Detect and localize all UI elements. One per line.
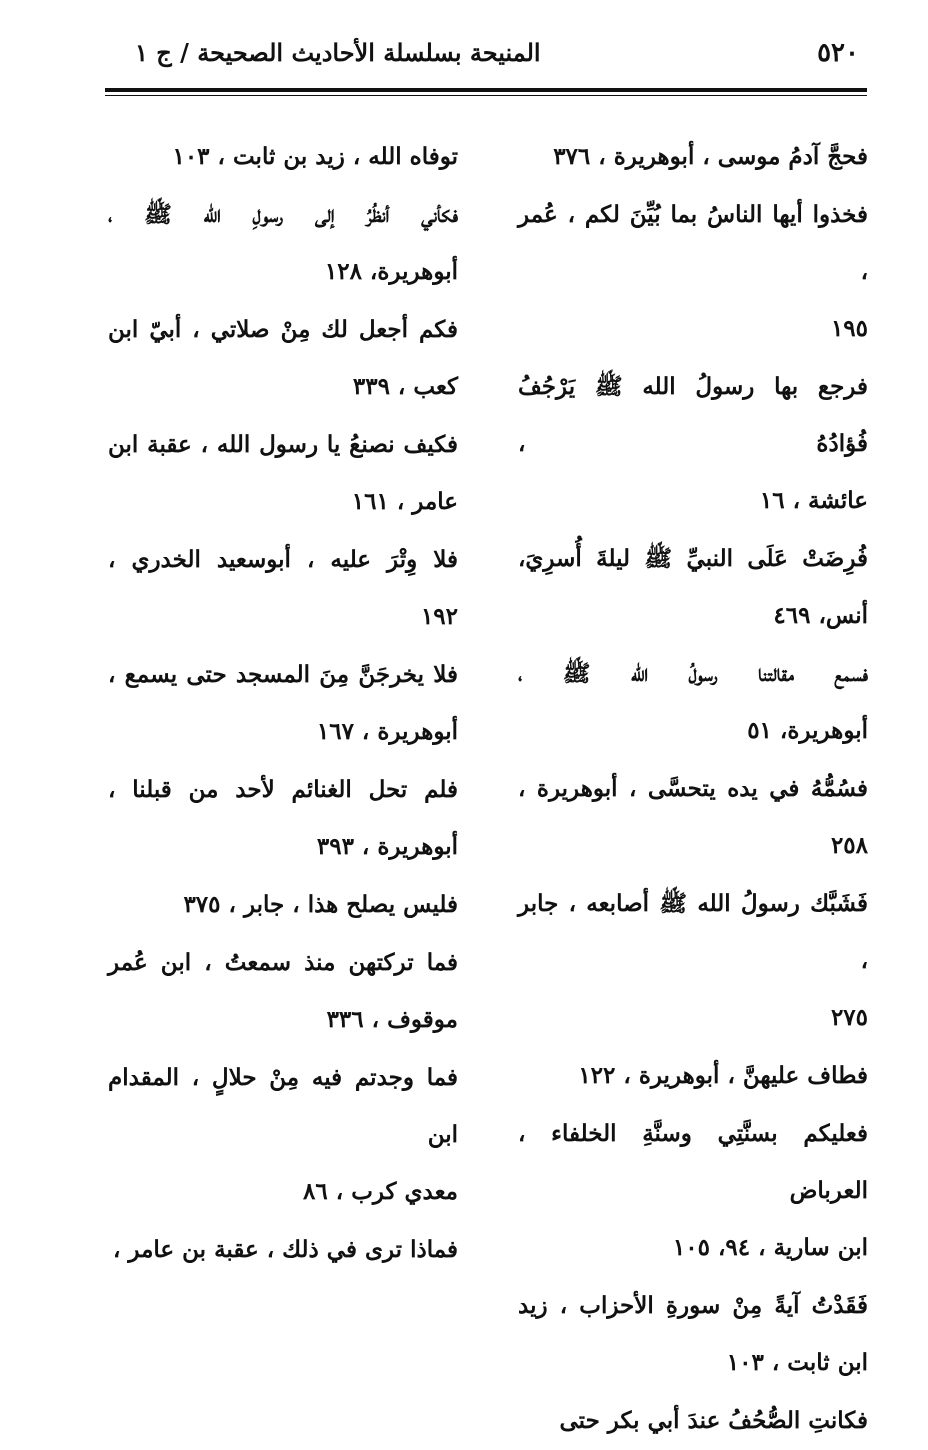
index-entry [108, 876, 458, 933]
index-entry-line: توفاه الله ، زيد بن ثابت ، ١٠٣ [172, 143, 458, 170]
index-entry-line: فكيف نصنعُ يا رسول الله ، عقبة ابن [108, 431, 458, 458]
index-entry [108, 416, 458, 530]
index-entry-line: فما وجدتم فيه مِنْ حلالٍ ، المقدام ابن [108, 1064, 458, 1148]
index-entry-line: فلا وِتْرَ عليه ، أبوسعيد الخدري ، [108, 546, 458, 573]
index-entry [108, 186, 458, 300]
index-entry [108, 531, 458, 645]
index-entry-line: ٢٥٨ [830, 832, 868, 859]
index-entry [518, 1277, 868, 1391]
page-number: ٥٢٠ [817, 38, 859, 68]
index-entry-line: عامر ، ١٦١ [351, 488, 458, 515]
index-entry-line: فكأني أنظُرُ إلى رسولِ الله ﷺ ، [108, 201, 458, 228]
header-rule-thick [105, 88, 867, 92]
page-header [105, 36, 867, 76]
index-entry [518, 530, 868, 644]
index-entry [518, 645, 868, 759]
index-entry-line: فَقَدْتُ آيةً مِنْ سورةِ الأحزاب ، زيد [518, 1292, 868, 1319]
index-entry-line: فعليكم بسنَّتِي وسنَّةِ الخلفاء ، العرباض [518, 1120, 868, 1204]
index-entry-line: ابن سارية ، ٩٤، ١٠٥ [672, 1234, 868, 1261]
index-entry-line: فسُمُّهُ في يده يتحسَّى ، أبوهريرة ، [518, 775, 868, 802]
index-entry-line: معدي كرب ، ٨٦ [303, 1178, 458, 1205]
index-entry [108, 934, 458, 1048]
index-entry-line: أبوهريرة ، ٣٩٣ [316, 833, 458, 860]
index-entry-line: موقوف ، ٣٣٦ [326, 1006, 458, 1033]
index-entry-line: ابن ثابت ، ١٠٣ [726, 1349, 868, 1376]
index-entry [108, 128, 458, 185]
index-entry [518, 358, 868, 529]
index-entry [108, 646, 458, 760]
index-entry [108, 1221, 458, 1278]
index-entry [518, 875, 868, 1046]
index-entry-line: أنس، ٤٦٩ [773, 602, 868, 629]
header-rule-thin [105, 95, 867, 96]
index-entry [518, 1392, 868, 1449]
index-entry-line: أبوهريرة، ٥١ [747, 717, 868, 744]
index-entry [108, 761, 458, 875]
index-entry [108, 301, 458, 415]
index-entry [518, 186, 868, 357]
index-entry-line: ١٩٥ [830, 315, 868, 342]
running-title: المنيحة بسلسلة الأحاديث الصحيحة / ج ١ [135, 38, 541, 67]
index-entry [518, 1105, 868, 1276]
index-entry-line: فرجع بها رسولُ الله ﷺ يَرْجُفُ فُؤادُهُ ، [518, 373, 868, 457]
index-entry [518, 760, 868, 874]
index-entry-line: كعب ، ٣٣٩ [352, 373, 458, 400]
left-column [108, 128, 458, 1279]
index-entry [518, 1047, 868, 1104]
index-entry-line: فطاف عليهنَّ ، أبوهريرة ، ١٢٢ [578, 1062, 868, 1089]
index-entry-line: عائشة ، ١٦ [759, 487, 868, 514]
index-entry-line: أبوهريرة ، ١٦٧ [316, 718, 458, 745]
index-entry-line: ٢٧٥ [830, 1004, 868, 1031]
index-entry-line: فما تركتهن منذ سمعتُ ، ابن عُمر [108, 949, 458, 976]
index-entry-line: فماذا ترى في ذلك ، عقبة بن عامر ، [112, 1236, 458, 1263]
index-entry-line: ١٩٢ [420, 603, 458, 630]
index-entry-line: فكم أجعل لك مِنْ صلاتي ، أبيّ ابن [108, 316, 458, 343]
index-entry-line: فكانتِ الصُّحُفُ عندَ أبي بكر حتى [559, 1407, 868, 1434]
index-entry [518, 128, 868, 185]
index-entry-line: فحجَّ آدمُ موسى ، أبوهريرة ، ٣٧٦ [553, 143, 868, 170]
index-entry-line: أبوهريرة، ١٢٨ [324, 258, 458, 285]
index-entry-line: فلا يخرجَنَّ مِنَ المسجد حتى يسمع ، [108, 661, 458, 688]
index-entry-line: فُرِضَتْ عَلَى النبيِّ ﷺ ليلةَ أُسرِيَ، [518, 545, 868, 572]
index-entry [108, 1049, 458, 1220]
index-entry-line: فَشَبَّك رسولُ الله ﷺ أصابعه ، جابر ، [518, 890, 868, 974]
index-entry-line: فلم تحل الغنائم لأحد من قبلنا ، [108, 776, 458, 803]
right-column [518, 128, 868, 1450]
index-entry-line: فخذوا أيها الناسُ بما بُيِّنَ لكم ، عُمر ، [518, 201, 868, 285]
index-entry-line: فليس يصلح هذا ، جابر ، ٣٧٥ [183, 891, 458, 918]
index-entry-line: فسمع مقالتنا رسولُ الله ﷺ ، [518, 660, 868, 687]
